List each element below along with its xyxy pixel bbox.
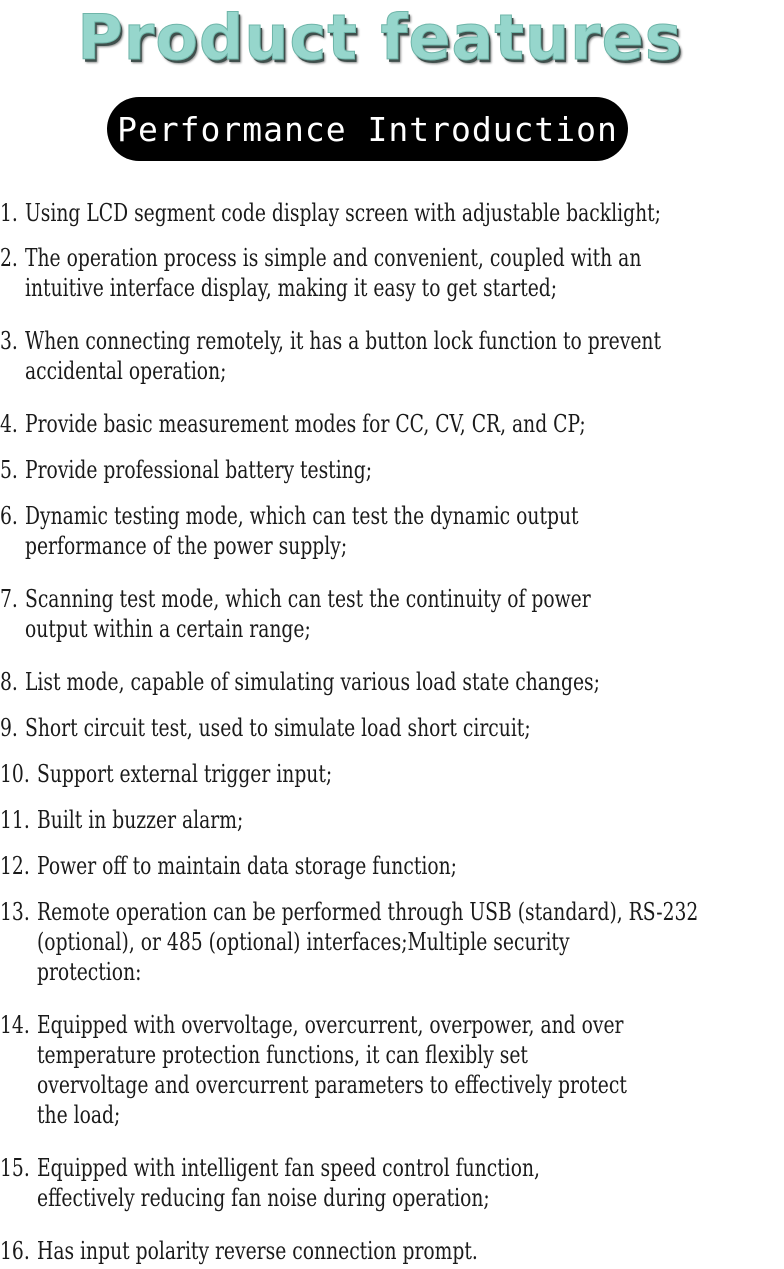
feature-item [0,198,784,228]
feature-number: 16. [0,1237,30,1265]
feature-item [0,584,750,644]
feature-number: 12. [0,852,30,880]
feature-text: Power off to maintain data storage function; [37,852,457,880]
feature-text: Support external trigger input; [37,760,333,788]
feature-text: Equipped with intelligent fan speed control function, effectively reducing fan noise during operation; [37,1154,540,1212]
feature-number: 2. [0,244,18,272]
feature-number: 8. [0,668,18,696]
feature-item [0,851,575,881]
feature-number: 15. [0,1154,30,1182]
feature-number: 10. [0,760,30,788]
feature-text: Using LCD segment code display screen with adjustable backlight; [25,199,661,227]
feature-number: 9. [0,714,18,742]
feature-number: 5. [0,456,18,484]
feature-number: 13. [0,898,30,926]
feature-item [0,805,302,835]
feature-text: Has input polarity reverse connection prompt. [37,1237,478,1265]
feature-text: Remote operation can be performed through USB (standard), RS-232 (optional), or 485 (optional) interfaces;Multiple security protection: [37,898,699,986]
page-title: Product features [77,1,683,74]
feature-item [0,409,744,439]
feature-text: When connecting remotely, it has a button lock function to prevent accidental operation; [25,327,661,385]
feature-item [0,897,784,987]
feature-number: 14. [0,1011,30,1039]
feature-item [0,501,735,561]
feature-item [0,1236,602,1266]
feature-item [0,759,415,789]
feature-item [0,1010,784,1130]
feature-number: 11. [0,806,30,834]
feature-text: Dynamic testing mode, which can test the dynamic output performance of the power supply; [25,502,579,560]
feature-item [0,326,784,386]
feature-item [0,455,470,485]
section-banner [107,97,628,161]
feature-item [0,667,762,697]
feature-text: Provide professional battery testing; [25,456,373,484]
feature-text: Equipped with overvoltage, overcurrent, overpower, and over temperature protection functions, it can flexibly set overvoltage and overcurrent parameters to effectively protect the load; [37,1011,627,1129]
feature-number: 7. [0,585,18,613]
feature-number: 3. [0,327,18,355]
section-banner-label: Performance Introduction [117,109,618,149]
feature-text: Short circuit test, used to simulate load short circuit; [25,714,531,742]
feature-text: The operation process is simple and convenient, coupled with an intuitive interface display, making it easy to get started; [25,244,642,302]
feature-number: 4. [0,410,18,438]
feature-text: Provide basic measurement modes for CC, CV, CR, and CP; [25,410,586,438]
feature-text: List mode, capable of simulating various load state changes; [25,668,600,696]
feature-number: 1. [0,199,18,227]
feature-item [0,243,784,303]
feature-item [0,1153,682,1213]
feature-text: Scanning test mode, which can test the continuity of power output within a certain range; [25,585,591,643]
feature-item [0,713,673,743]
feature-text: Built in buzzer alarm; [37,806,244,834]
feature-number: 6. [0,502,18,530]
